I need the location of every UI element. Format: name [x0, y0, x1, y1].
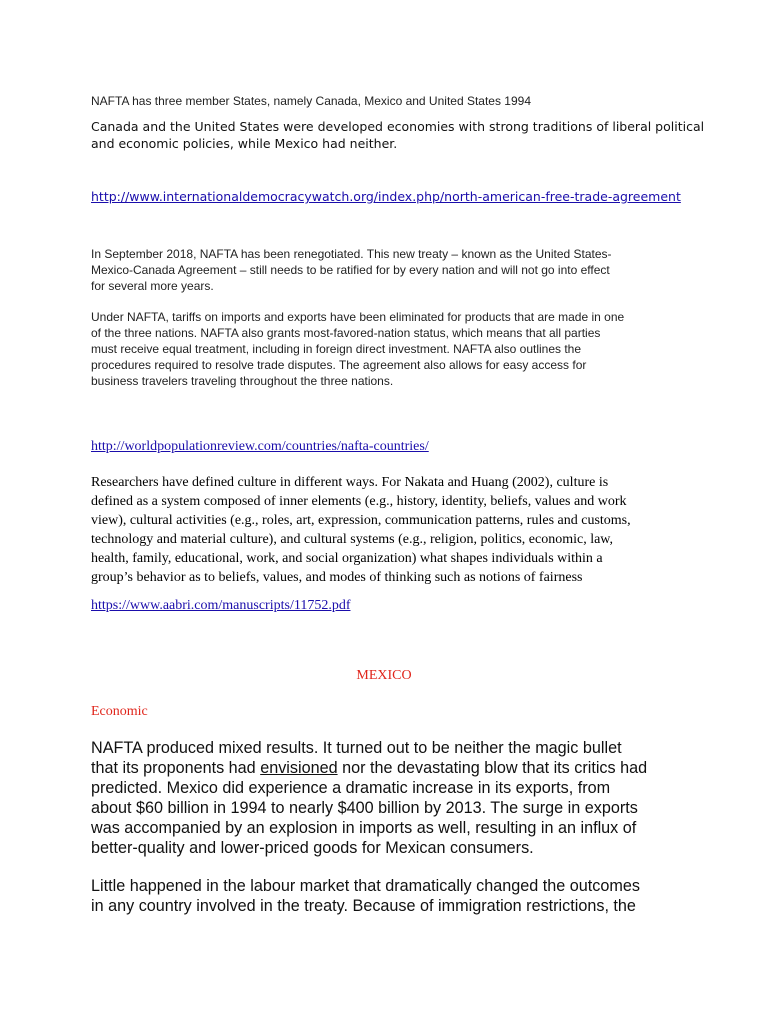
nafta-results-paragraph — [91, 738, 691, 858]
economies-paragraph — [91, 118, 705, 152]
text-line: Mexico-Canada Agreement – still needs to be ratified for by every nation and will not go into effect — [91, 263, 610, 277]
text-line: Canada and the United States were developed economies with strong traditions of liberal political — [91, 119, 705, 134]
text-line: for several more years. — [91, 279, 214, 293]
source-link-worldpopulationreview[interactable]: http://worldpopulationreview.com/countries/nafta-countries/ — [91, 439, 429, 454]
text-segment: that its proponents had — [91, 759, 261, 777]
text-line: about $60 billion in 1994 to nearly $400 billion by 2013. The surge in exports — [91, 799, 638, 817]
text-line: of the three nations. NAFTA also grants most-favored-nation status, which means that all parties — [91, 326, 601, 340]
text-line: predicted. Mexico did experience a dramatic increase in its exports, from — [91, 779, 611, 797]
text-line: business travelers traveling throughout the three nations. — [91, 374, 394, 388]
text-segment: nor the devastating blow that its critics had — [337, 759, 648, 777]
text-line: technology and material culture), and cultural systems (e.g., religion, politics, economic, law, — [91, 532, 613, 547]
text-line: in any country involved in the treaty. Because of immigration restrictions, the — [91, 897, 636, 915]
text-line: and economic policies, while Mexico had neither. — [91, 136, 398, 151]
source-link-democracywatch[interactable]: http://www.internationaldemocracywatch.org/index.php/north-american-free-trade-agreement — [91, 189, 681, 204]
intro-paragraph: NAFTA has three member States, namely Canada, Mexico and United States 1994 — [91, 94, 532, 108]
text-line: view), cultural activities (e.g., roles, art, expression, communication patterns, rules and customs, — [91, 513, 631, 528]
text-line — [91, 758, 691, 778]
section-heading-mexico: MEXICO — [356, 668, 412, 683]
text-line: In September 2018, NAFTA has been renegotiated. This new treaty – known as the United States- — [91, 247, 612, 261]
underlined-word: envisioned — [260, 759, 338, 777]
text-line: Under NAFTA, tariffs on imports and exports have been eliminated for products that are made in one — [91, 310, 625, 324]
labour-market-paragraph — [91, 876, 691, 916]
text-line: must receive equal treatment, including in foreign direct investment. NAFTA also outlines the — [91, 342, 582, 356]
tariffs-paragraph — [91, 309, 691, 389]
source-link-aabri[interactable]: https://www.aabri.com/manuscripts/11752.pdf — [91, 598, 351, 613]
text-line: Researchers have defined culture in different ways. For Nakata and Huang (2002), culture is — [91, 475, 609, 490]
renegotiation-paragraph — [91, 246, 691, 294]
text-line: health, family, educational, work, and social organization) what shapes individuals within a — [91, 551, 603, 566]
text-line: procedures required to resolve trade disputes. The agreement also allows for easy access for — [91, 358, 587, 372]
text-line: defined as a system composed of inner elements (e.g., history, identity, beliefs, values and work — [91, 494, 627, 509]
culture-paragraph — [91, 473, 691, 587]
text-line: NAFTA produced mixed results. It turned out to be neither the magic bullet — [91, 739, 622, 757]
text-line: was accompanied by an explosion in imports as well, resulting in an influx of — [91, 819, 637, 837]
text-line: better-quality and lower-priced goods for Mexican consumers. — [91, 839, 534, 857]
subheading-economic: Economic — [91, 704, 148, 719]
text-line: Little happened in the labour market that dramatically changed the outcomes — [91, 877, 640, 895]
text-line: group’s behavior as to beliefs, values, and modes of thinking such as notions of fairness — [91, 570, 583, 585]
